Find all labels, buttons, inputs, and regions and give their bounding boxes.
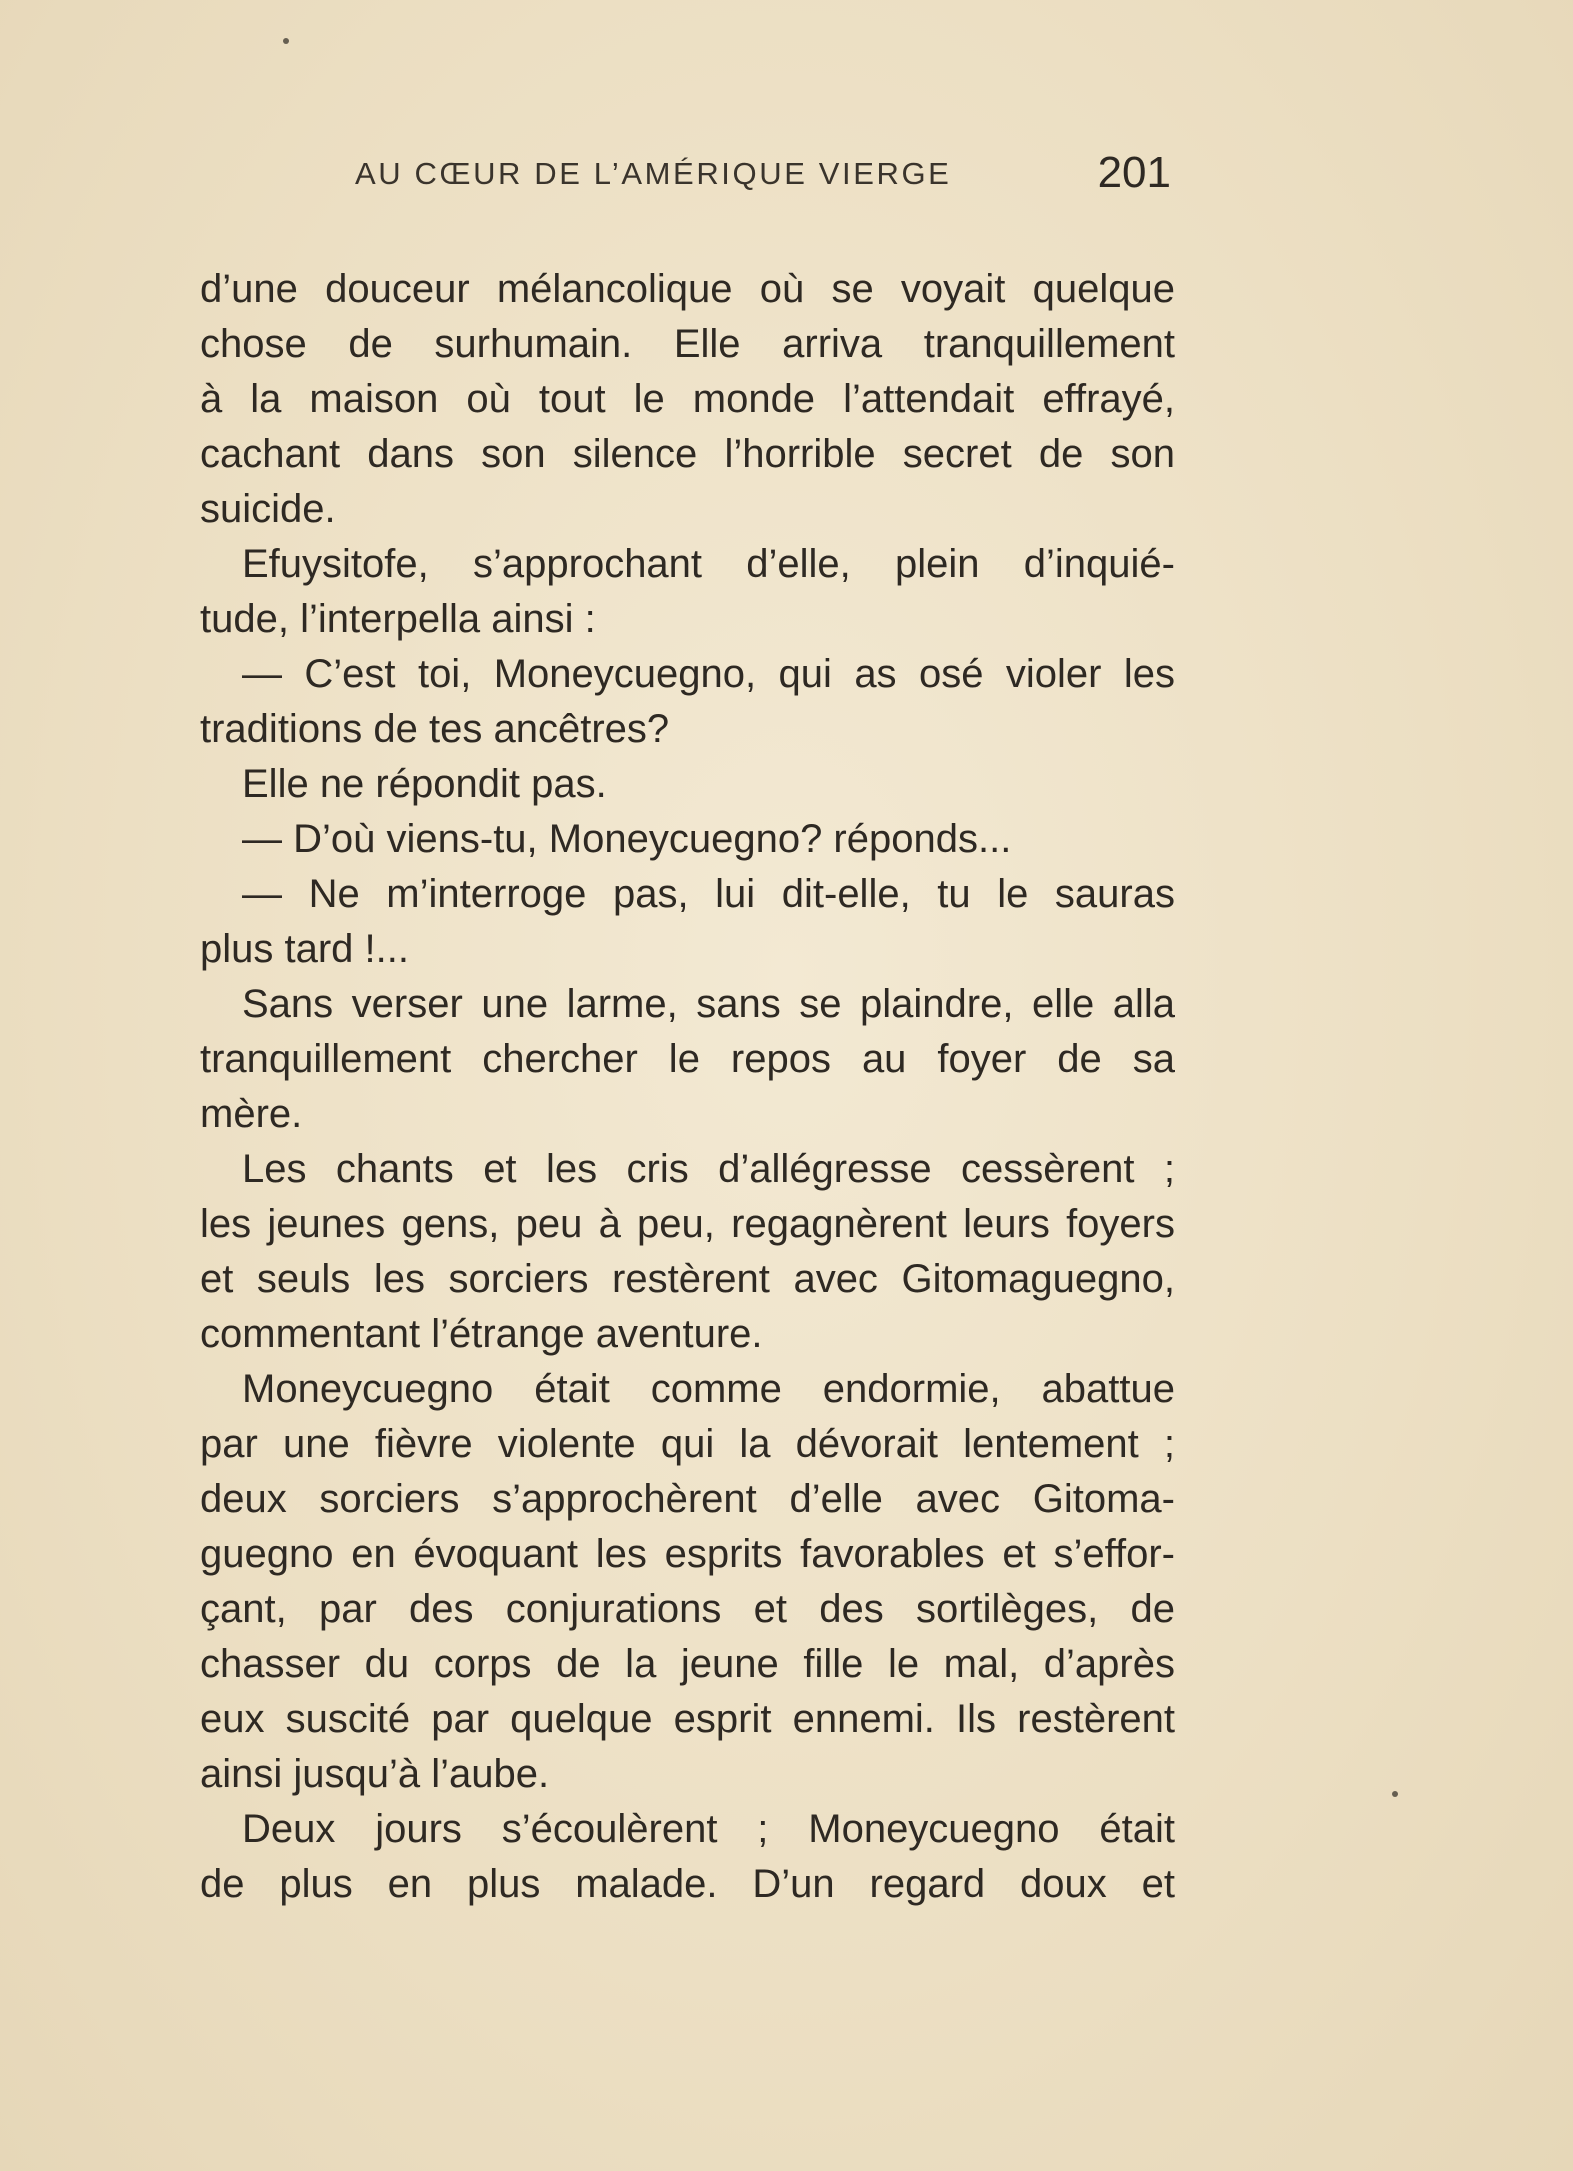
text-line: Sans verser une larme, sans se plaindre, elle alla <box>242 982 1175 1026</box>
text-line: Moneycuegno était comme endormie, abattue <box>242 1367 1175 1411</box>
text-line: — D’où viens-tu, Moneycuegno? réponds... <box>242 817 1012 861</box>
text-line: Elle ne répondit pas. <box>242 762 607 806</box>
text-line: les jeunes gens, peu à peu, regagnèrent leurs foyers <box>200 1202 1175 1246</box>
text-line: chasser du corps de la jeune fille le mal, d’après <box>200 1642 1175 1686</box>
text-line: chose de surhumain. Elle arriva tranquillement <box>200 322 1175 366</box>
text-line: deux sorciers s’approchèrent d’elle avec Gitoma- <box>200 1477 1175 1521</box>
text-line: par une fièvre violente qui la dévorait lentement ; <box>200 1422 1175 1466</box>
text-line: ainsi jusqu’à l’aube. <box>200 1752 550 1796</box>
paper-speck <box>283 38 289 44</box>
body-text <box>200 262 1175 1912</box>
text-line: d’une douceur mélancolique où se voyait quelque <box>200 267 1175 311</box>
text-line: et seuls les sorciers restèrent avec Gitomaguegno, <box>200 1257 1175 1301</box>
text-line: de plus en plus malade. D’un regard doux et <box>200 1862 1175 1906</box>
text-line: traditions de tes ancêtres? <box>200 707 670 751</box>
text-line: commentant l’étrange aventure. <box>200 1312 763 1356</box>
text-line: Efuysitofe, s’approchant d’elle, plein d’inquié- <box>242 542 1175 586</box>
page-header <box>200 148 1175 208</box>
text-line: çant, par des conjurations et des sortilèges, de <box>200 1587 1175 1631</box>
text-line: tude, l’interpella ainsi : <box>200 597 596 641</box>
text-line: eux suscité par quelque esprit ennemi. Ils restèrent <box>200 1697 1175 1741</box>
paper-speck <box>1392 1791 1398 1797</box>
text-line: mère. <box>200 1092 303 1136</box>
text-line: Les chants et les cris d’allégresse cessèrent ; <box>242 1147 1175 1191</box>
text-line: — C’est toi, Moneycuegno, qui as osé violer les <box>242 652 1175 696</box>
text-line: tranquillement chercher le repos au foyer de sa <box>200 1037 1175 1081</box>
text-line: suicide. <box>200 487 336 531</box>
text-line: — Ne m’interroge pas, lui dit-elle, tu le sauras <box>242 872 1175 916</box>
page-number: 201 <box>1097 148 1171 197</box>
text-line: plus tard !... <box>200 927 409 971</box>
text-line: guegno en évoquant les esprits favorables et s’effor- <box>200 1532 1175 1576</box>
text-line: à la maison où tout le monde l’attendait effrayé, <box>200 377 1175 421</box>
text-line: cachant dans son silence l’horrible secret de son <box>200 432 1175 476</box>
text-line: Deux jours s’écoulèrent ; Moneycuegno était <box>242 1807 1175 1851</box>
running-title: AU CŒUR DE L’AMÉRIQUE VIERGE <box>355 156 952 191</box>
